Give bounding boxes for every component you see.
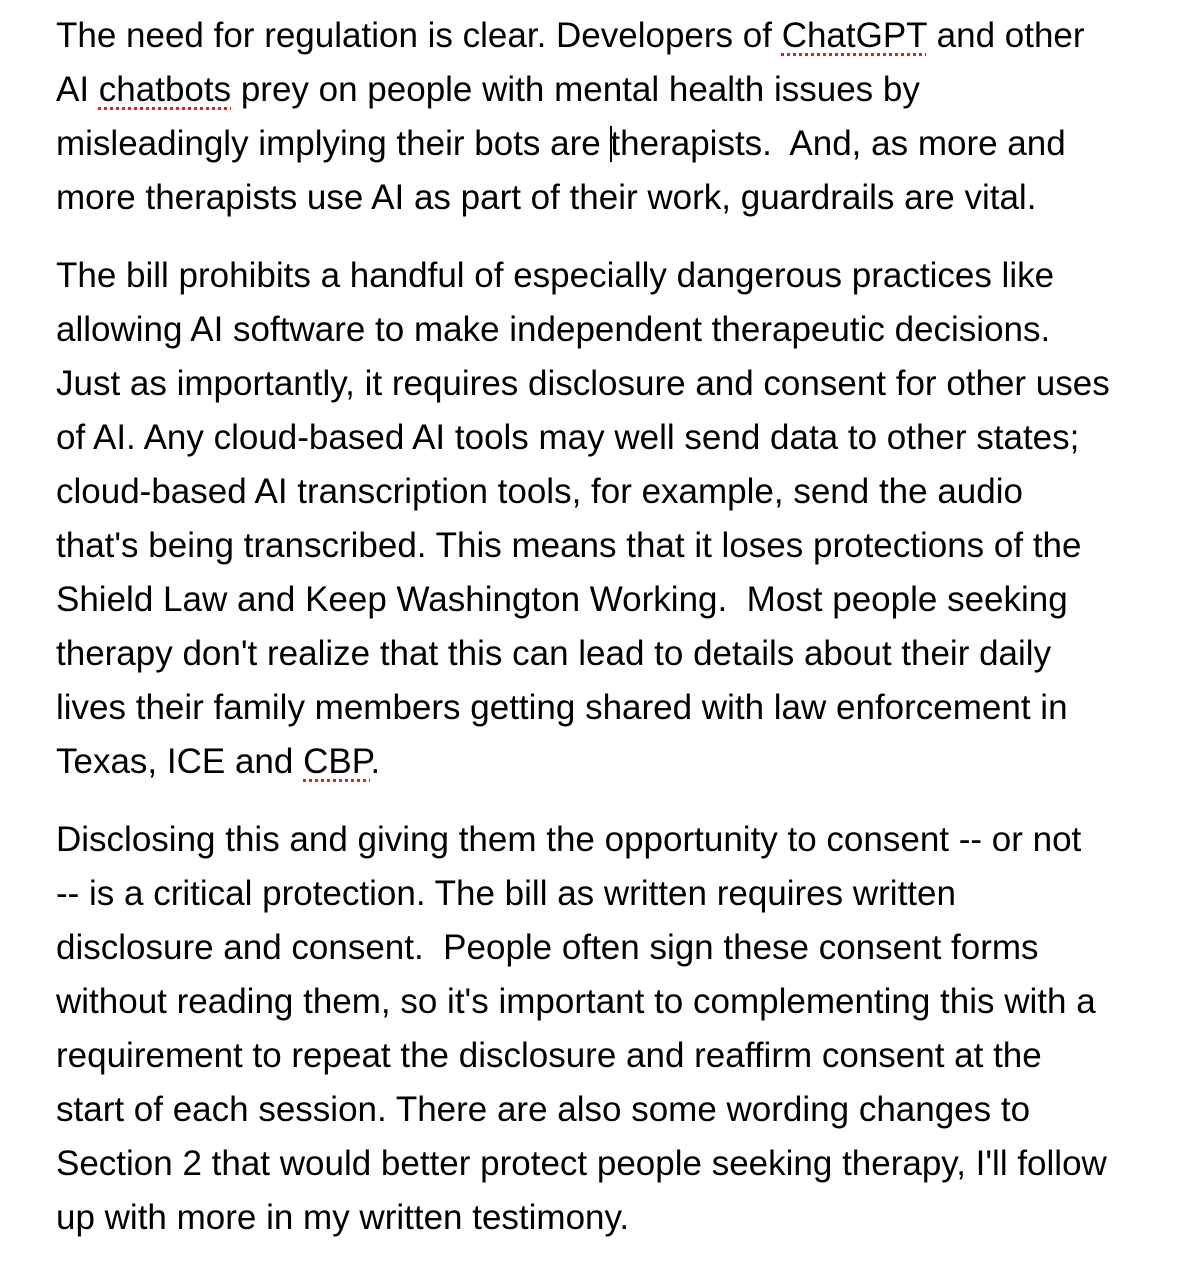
paragraph [56,813,1166,1245]
text-line [56,573,1166,627]
text-run: Disclosing this and giving them the opportunity to consent -- or not [56,820,1082,859]
text-run: up with more in my written testimony. [56,1198,630,1237]
spellcheck-flagged-word[interactable]: CBP [303,742,371,781]
text-line [56,975,1166,1029]
text-run: The bill prohibits a handful of especially dangerous practices like [56,256,1055,295]
text-run: and other [926,16,1085,55]
text-run: misleadingly implying their bots are [56,124,611,163]
text-run: of AI. Any cloud-based AI tools may well send data to other states; [56,418,1080,457]
text-run: more therapists use AI as part of their work, guardrails are vital. [56,178,1037,217]
text-line [56,1029,1166,1083]
document-body[interactable] [56,9,1166,1269]
text-run: . [370,742,381,781]
text-line [56,357,1166,411]
text-run: that's being transcribed. This means that it loses protections of the [56,526,1082,565]
text-run: Shield Law and Keep Washington Working. Most people seeking [56,580,1068,619]
text-line [56,465,1166,519]
text-run: therapy don't realize that this can lead to details about their daily [56,634,1052,673]
text-line [56,813,1166,867]
paragraph [56,9,1166,225]
text-line [56,735,1166,789]
paragraph [56,249,1166,789]
text-line [56,171,1166,225]
text-line [56,303,1166,357]
text-run: start of each session. There are also some wording changes to [56,1090,1031,1129]
text-line [56,1191,1166,1245]
text-run: AI [56,70,99,109]
text-run: requirement to repeat the disclosure and reaffirm consent at the [56,1036,1042,1075]
text-run: without reading them, so it's important to complementing this with a [56,982,1096,1021]
text-run: allowing AI software to make independent therapeutic decisions. [56,310,1051,349]
text-line [56,519,1166,573]
text-run: -- is a critical protection. The bill as written requires written [56,874,956,913]
text-run: disclosure and consent. People often sign these consent forms [56,928,1039,967]
text-line [56,9,1166,63]
spellcheck-flagged-word[interactable]: chatbots [98,70,232,109]
text-line [56,411,1166,465]
text-run: Section 2 that would better protect people seeking therapy, I'll follow [56,1144,1107,1183]
text-run: cloud-based AI transcription tools, for example, send the audio [56,472,1023,511]
text-run: Just as importantly, it requires disclosure and consent for other uses [56,364,1110,403]
text-run: therapists. And, as more and [610,124,1066,163]
text-line [56,1137,1166,1191]
text-run: lives their family members getting shared with law enforcement in [56,688,1068,727]
text-run: prey on people with mental health issues by [231,70,920,109]
text-line [56,249,1166,303]
text-line [56,921,1166,975]
text-line [56,681,1166,735]
text-run: The need for regulation is clear. Developers of [56,16,782,55]
text-line [56,627,1166,681]
text-line [56,867,1166,921]
spellcheck-flagged-word[interactable]: ChatGPT [781,16,927,55]
text-run: Texas, ICE and [56,742,304,781]
text-line [56,117,1166,171]
text-line [56,63,1166,117]
text-line [56,1083,1166,1137]
